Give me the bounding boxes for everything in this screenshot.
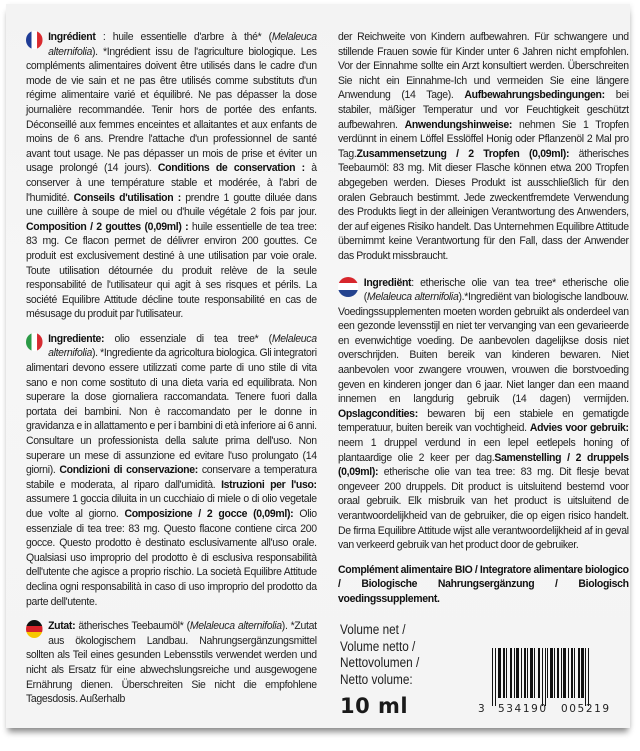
left-column — [26, 30, 316, 707]
composition-text: Olio essenziale di tea tree: 83 mg. Questo flacone contiene circa 200 gocce. Questo prodotto è destinato esclusivamente all'uso orale. Qualsiasi uso improprio del prodotto è di esclusiva responsabilità dell'utente che agisce a proprio rischio. La società Equilibre Attitude declina ogni responsabilità in caso di uso improprio del prodotto da parte dell'utente. — [26, 508, 317, 608]
ingredient-text: : etherische olie van tea tree* etherische olie ( — [363, 276, 629, 304]
composition-text: ätherisches Teebaumöl: 83 mg. Mit dieser Flasche können etwa 200 Tropfen abgegeben werden. Dieses Produkt ist ausschließlich für den oralen Gebrauch bestimmt. Jede zweckentfremdete Verwendung des Produkts liegt in der alleinigen Verantwortung des Anwenders, der auf eigenes Risiko handelt. Das Unternehmen Equilibre Attitude übernimmt keine Verantwortung für den Fall, dass der Anwender das Produkt missbraucht. — [338, 147, 629, 262]
storage-text: bei stabiler, mäßiger Temperatur und vor Feuchtigkeit geschützt aufbewahren. — [338, 89, 629, 131]
storage-label: Aufbewahrungsbedingungen: — [464, 89, 605, 102]
volume-label-de: Nettovolumen / — [340, 655, 420, 671]
usage-text: nehmen Sie 1 Tropfen verdünnt in einem Löffel Esslöffel Honig oder Pflanzenöl 2 Mal pro Tag. — [338, 118, 629, 160]
composition-text: etherische olie van tea tree: 83 mg. Dit flesje bevat ongeveer 200 druppels. Dit product is uitsluitend bestemd voor oraal gebruik. Elk misbruik van het product is uitsluitend de verantwoordelijkheid van de gebruiker, die op eigen risico handelt. De firma Equilibre Attitude wijst alle verantwoordelijkheid af in geval van verkeerd gebruik van het product door de gebruiker. — [338, 466, 629, 552]
net-volume-labels — [340, 622, 419, 688]
section-german-continued — [338, 30, 629, 264]
composition-text: huile essentielle de tea tree: 83 mg. Ce flacon permet de délivrer environ 200 gouttes. Ce produit est exclusivement destiné à une utilisation par voie orale. Toute utilisation détournée du produit relève de la seule responsabilité de l'utilisateur qui agit à ses risques et périls. La société Equilibre Attitude décline toute responsabilité en cas de mésusage du produit par l'utilisateur. — [26, 220, 317, 321]
section-dutch — [338, 276, 629, 553]
usage-text: neem 1 druppel verdund in een lepel eetlepels honing of plantaardige olie 2 keer per dag. — [338, 437, 629, 464]
ingredient-text: ätherisches Teebaumöl* ( — [75, 620, 190, 633]
usage-label: Conseils d'utilisation : — [73, 191, 181, 204]
storage-label: Opslagcondities: — [338, 407, 418, 420]
description-text: ). *Ingrediente da agricoltura biologica. Gli integratori alimentari devono essere utilizzati come parte di uno stile di vita sano e non come sostituto di una dieta varia ed equilibrata. Non superare la dose giornaliera raccomandata. Tenere fuori dalla portata dei bambini. Non è raccomandato per le donne in gravidanza e in allattamento e per i bambini di età inferiore ai 6 anni. Consultare un professionista della salute prima dell'uso. Non superare un mese di assunzione ed evitare l'uso prolungato (14 giorni). — [26, 347, 317, 477]
barcode-digits-left: 534190 — [498, 703, 548, 715]
storage-text: bewaren bij een stabiele en gematigde temperatuur, buiten bereik van vochtigheid. — [338, 407, 629, 435]
ingredient-text: : huile essentielle d'arbre à thé* ( — [95, 31, 272, 43]
composition-label: Zusammensetzung / 2 Tropfen (0,09ml): — [356, 147, 570, 160]
latin-name: Melaleuca alternifolia — [366, 291, 459, 304]
composition-label: Composition / 2 gouttes (0,09ml) : — [26, 220, 189, 233]
classification-text — [338, 563, 629, 607]
ingredient-label: Ingrédient — [48, 31, 96, 43]
barcode-bars — [492, 648, 618, 702]
section-german — [26, 619, 317, 707]
ingredient-text: olio essenziale di tea tree* ( — [104, 332, 272, 345]
germany-flag-icon — [26, 620, 43, 638]
volume-label-it: Volume netto / — [340, 638, 416, 654]
section-french — [26, 30, 317, 322]
description-text: ).*Ingrediënt van biologische landbouw. Voedingssupplementen moeten worden gebruikt als onderdeel van een gezonde levensstijl en niet ter vervanging van een gevarieerde en evenwichtige voeding. De aanbevolen dagelijkse dosis niet overschrijden. Buiten bereik van kinderen bewaren. Niet aanbevolen voor zwangere vrouwen, vrouwen die borstvoeding geven en kinderen jonger dan 6 jaar. Niet langer dan een maand innemen en langdurig gebruik (14 dagen) vermijden. — [338, 291, 629, 406]
france-flag-icon — [26, 31, 43, 49]
volume-label-fr: Volume net / — [340, 622, 406, 637]
classification-label: Complément alimentaire BIO / Integratore alimentare biologico / Biologische Nahrungsergänzung / Biologisch voedingssupplement. — [338, 563, 629, 605]
section-italian — [26, 332, 317, 609]
barcode-icon — [474, 644, 634, 716]
netherlands-flag-icon — [338, 277, 358, 297]
latin-name: Melaleuca alternifolia — [48, 332, 317, 360]
italy-flag-icon — [26, 333, 43, 351]
package-back-label — [6, 4, 630, 728]
composition-label: Composizione / 2 gocce (0,09ml): — [124, 508, 294, 520]
usage-label: Anwendungshinweise: — [404, 118, 513, 131]
usage-label: Istruzioni per l'uso: — [221, 478, 317, 491]
storage-text: conservare a temperatura stabile e moderata, al riparo dall'umidità. — [26, 464, 317, 491]
usage-text: prendre 1 goutte diluée dans une cuillère à soupe de miel ou d'huile végétale 2 fois par jour. — [26, 191, 317, 219]
usage-text: assumere 1 goccia diluita in un cucchiaio di miele o di olio vegetale due volte al giorno. — [26, 493, 317, 520]
description-text: der Reichweite von Kindern aufbewahren. Für schwangere und stillende Frauen sowie für Kinder unter 6 Jahren nicht empfohlen. Vor der Einnahme sollte ein Arzt konsultiert werden. Überschreiten Sie nicht ein Einnahme-Ich und vermeiden Sie eine längere Anwendung (14 Tage). — [338, 31, 629, 102]
barcode-digit-first: 3 — [478, 703, 487, 715]
storage-text: à conserver à une température stable et modérée, à l'abri de l'humidité. — [26, 162, 317, 204]
ingredient-label: Ingrediënt — [363, 276, 412, 289]
usage-label: Advies voor gebruik: — [529, 422, 629, 435]
composition-label: Samenstelling / 2 druppels (0,09ml): — [338, 451, 629, 479]
description-text: ). *Ingrédient issu de l'agriculture biologique. Les compléments alimentaires doivent être utilisés dans le cadre d'un mode de vie sain et ne pas être utilisés comme substituts d'un régime alimentaire varié et équilibré. Ne pas dépasser la dose journalière recommandée. Tenir hors de portée des enfants. Déconseillé aux femmes enceintes et allaitantes et aux enfants de moins de 6 ans. Prendre l'attache d'un professionnel de santé avant tout usage. Ne pas dépasser un mois de prise et éviter un usage prolongé (14 jours). — [26, 45, 317, 175]
barcode-digits-right: 005219 — [561, 703, 611, 715]
storage-label: Conditions de conservation : — [157, 162, 305, 175]
storage-label: Condizioni di conservazione: — [59, 464, 198, 477]
latin-name: Melaleuca alternifolia — [189, 620, 282, 633]
ingredient-label: Ingrediente: — [48, 332, 105, 345]
net-volume-amount: 10 ml — [340, 694, 409, 718]
latin-name: Melaleuca alternifolia — [48, 31, 317, 58]
right-column — [338, 30, 628, 607]
description-text: ). *Zutat aus ökologischem Landbau. Nahrungsergänzungsmittel sollten als Teil eines gesunden Lebensstils verwendet werden und nicht als Ersatz für eine abwechslungsreiche und ausgewogene Ernährung dienen. Überschreiten Sie nicht die empfohlene Tagesdosis. Außerhalb — [26, 620, 317, 706]
volume-label-nl: Netto volume: — [340, 671, 413, 687]
ingredient-label: Zutat: — [48, 620, 76, 633]
